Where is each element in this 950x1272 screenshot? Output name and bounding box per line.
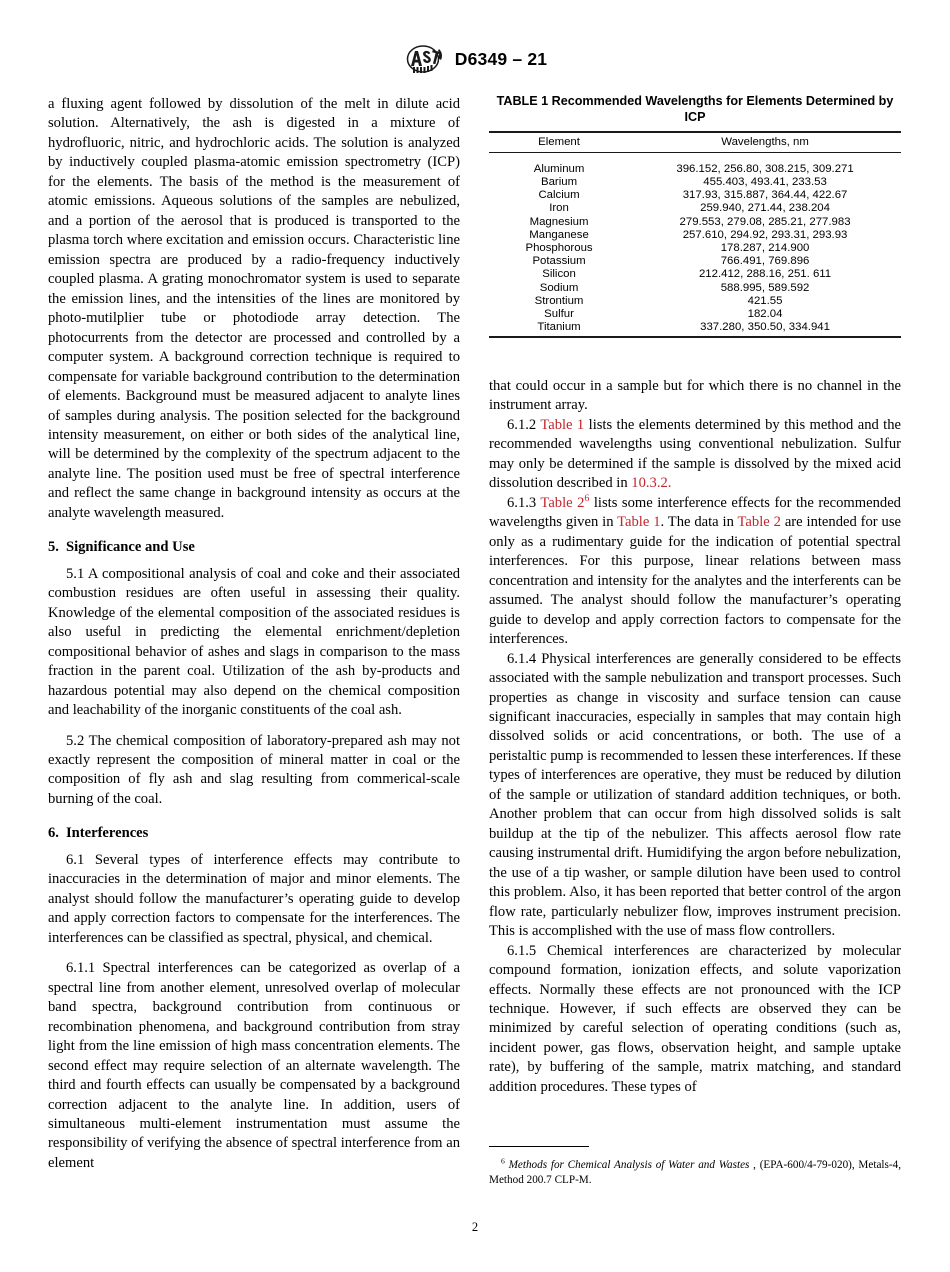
- table-row: [489, 268, 901, 281]
- table-1: [489, 131, 901, 338]
- page-header: [0, 44, 950, 74]
- section-heading-5: [48, 538, 460, 557]
- paragraph-6-1-3: [489, 494, 901, 650]
- table-row: [489, 162, 901, 175]
- table-row: [489, 228, 901, 241]
- cell-element: Potassium: [532, 255, 586, 268]
- link-section-10-3-2[interactable]: 10.3.2: [631, 475, 668, 492]
- cell-element: Phosphorous: [525, 241, 593, 254]
- paragraph-5-1: 5.1 A compositional analysis of coal and coke and their associated combustion residues are often useful in assessing their quality. Knowledge of the elemental composition of the associated residues is also useful in predicting the elemental enrichment/depletion compositional behavior of ashes and slags in comparison to the mass fraction in the parent coal. Utilization of the ash by-products and hazardous potential may also depend on the chemical composition and leachability of the inorganic constituents of the coal ash.: [48, 565, 460, 719]
- cell-wavelengths: 279.553, 279.08, 285.21, 277.983: [679, 215, 851, 228]
- paragraph-6-1-2-text-a: lists the elements determined by this method and the recommended wavelengths using conventional nebulization. Sulfur may only be determined if the sample is dissolved by the mixed acid dissolution described in: [489, 416, 902, 492]
- table-1-title: TABLE 1 Recommended Wavelengths for Elements Determined by ICP: [496, 94, 894, 125]
- astm-logo-icon: [403, 44, 445, 74]
- section-6-title: Interferences: [65, 825, 149, 842]
- table-row: [489, 215, 901, 228]
- cell-wavelengths: 259.940, 271.44, 238.204: [700, 202, 830, 215]
- table-header-row: [489, 132, 901, 153]
- cell-element: Strontium: [534, 294, 584, 307]
- footnote-marker-6-inline[interactable]: 6: [584, 492, 590, 504]
- paragraph-6-1-5: 6.1.5 Chemical interferences are characterized by molecular compound formation, ionization effects, and solute vaporization effects. Normally these effects are not pronounced with the ICP technique. However, if such effects are observed they can be minimized by careful selection of operating conditions (such as, incident power, gas flows, observation height, and sample uptake rate), by buffering of the sample, matrix matching, and standard addition procedures. These types of: [489, 942, 901, 1095]
- paragraph-6-1-4: 6.1.4 Physical interferences are generally considered to be effects associated with the sample nebulization and transport processes. Such properties as change in viscosity and surface tension can cause significant inaccuracies, especially in samples that may contain high dissolved solids or acid concentrations, or both. The use of a peristaltic pump is recommended to lessen these interferences. If these types of interferences are operative, they must be reduced by dilution of the sample or utilization of standard addition techniques, or both. Another problem that can occur from high dissolved solids is salt buildup at the tip of the nebulizer. This affects aerosol flow rate causing instrumental drift. Humidifying the argon before nebulization, the use of a tip washer, or sample dilution have been used to control this problem. Also, it has been reported that better control of the argon flow rate, particularly nebulizer flow, improves instrument precision. This is accomplished with the use of mass flow controllers.: [489, 650, 901, 940]
- cell-wavelengths: 178.287, 214.900: [720, 241, 810, 254]
- cell-wavelengths: 317.93, 315.887, 364.44, 422.67: [682, 189, 848, 202]
- section-heading-6: [48, 824, 460, 843]
- section-5-title: Significance and Use: [65, 539, 195, 556]
- cell-wavelengths: 588.995, 589.592: [720, 281, 810, 294]
- column-header-element: Element: [489, 132, 629, 153]
- paragraph-5-2: 5.2 The chemical composition of laboratory-prepared ash may not exactly represent the composition of mineral matter in coal or the composition of fly ash and slag resulting from commerical-scale burning of the coal.: [48, 732, 460, 807]
- cell-wavelengths: 455.403, 493.41, 233.53: [703, 176, 827, 188]
- paragraph-continued-right: that could occur in a sample but for which there is no channel in the instrument array.: [489, 378, 901, 414]
- table-row: [489, 281, 901, 294]
- table-row: [489, 175, 901, 188]
- cell-wavelengths: 396.152, 256.80, 308.215, 309.271: [676, 162, 854, 175]
- table-row: [489, 294, 901, 307]
- table-row: [489, 189, 901, 202]
- left-text-column: [48, 95, 460, 1173]
- link-table-2-a[interactable]: Table 2: [540, 494, 585, 511]
- cell-element: Titanium: [489, 320, 629, 337]
- cell-element: Manganese: [529, 228, 589, 241]
- footnote-block: [489, 1146, 901, 1198]
- column-header-wavelengths: Wavelengths, nm: [629, 132, 901, 153]
- paragraph-6-1-2-number: 6.1.2: [507, 416, 537, 433]
- cell-element: Barium: [540, 176, 578, 188]
- paragraph-6-1-3-number: 6.1.3: [507, 494, 537, 511]
- table-row: [489, 255, 901, 268]
- paragraph-6-1: 6.1 Several types of interference effects may contribute to inaccuracies in the determination of major and minor elements. The analyst should follow the manufacturer’s operating guide to develop and apply correction factors to compensate for the interferences. The interferences can be classified as spectral, physical, and chemical.: [48, 851, 460, 946]
- table-spacer-row: [489, 153, 901, 163]
- cell-wavelengths: 212.412, 288.16, 251. 611: [698, 268, 832, 281]
- link-table-1-a[interactable]: Table 1: [540, 416, 585, 433]
- footnote-divider: [489, 1146, 589, 1147]
- link-table-2-b[interactable]: Table 2: [737, 514, 781, 531]
- table-1-block: [489, 93, 901, 338]
- cell-element: Magnesium: [529, 215, 589, 228]
- document-designation: D6349 – 21: [454, 48, 548, 69]
- paragraph-6-1-3-text-b: . The data in: [660, 514, 734, 531]
- cell-wavelengths: 766.491, 769.896: [720, 255, 810, 268]
- table-row: [489, 202, 901, 215]
- footnote-number: 6: [501, 1156, 505, 1166]
- paragraph-6-1-3-text-c: are intended for use only as a rudimentary guide for the indication of potential spectral interferences. For this purpose, linear relations between mass concentration and intensity for the analytes and the interferents can be assumed. The analyst should follow the manufacturer’s operating guide to develop and apply correction factors to compensate for the interferences.: [489, 514, 901, 648]
- table-row: [489, 307, 901, 320]
- footnote-rest: , (EPA-600/4-79-020), Metals-4, Method 200.7 CLP-M.: [489, 1159, 901, 1186]
- page-number: 2: [471, 1220, 479, 1234]
- cell-element: Calcium: [538, 189, 580, 202]
- cell-element: Aluminum: [533, 162, 585, 175]
- cell-element: Silicon: [542, 268, 576, 281]
- section-5-number: 5.: [48, 539, 59, 556]
- paragraph-6-1-2: [489, 416, 901, 494]
- cell-element: Sodium: [539, 281, 579, 294]
- right-text-column: [489, 377, 901, 1097]
- paragraph-6-1-2-text-b: .: [667, 475, 672, 492]
- footnote-6: [489, 1158, 901, 1187]
- cell-wavelengths: 257.610, 294.92, 293.31, 293.93: [682, 228, 848, 241]
- cell-wavelengths: 182.04: [747, 307, 783, 320]
- section-6-number: 6.: [48, 825, 59, 842]
- table-row: [489, 241, 901, 254]
- cell-element: Iron: [549, 202, 569, 215]
- cell-element: Sulfur: [544, 307, 574, 320]
- footnote-title: Methods for Chemical Analysis of Water and Wastes: [508, 1159, 750, 1172]
- link-table-1-b[interactable]: Table 1: [617, 514, 661, 531]
- table-row: [489, 320, 901, 337]
- cell-wavelengths: 337.280, 350.50, 334.941: [629, 320, 901, 337]
- paragraph-6-1-3-text-a: lists some interference effects for the recommended wavelengths given in: [489, 494, 901, 531]
- cell-wavelengths: 421.55: [747, 294, 783, 307]
- paragraph-continued: a fluxing agent followed by dissolution of the melt in dilute acid solution. Alternatively, the ash is digested in a mixture of hydrofluoric, nitric, and hydrochloric acids. The solution is analyzed by inductively coupled plasma-atomic emission spectrometry (ICP) for the elements. The basis of the method is the measurement of atomic emissions. Aqueous solutions of the samples are nebulized, and a portion of the aerosol that is produced is transported to the plasma torch where excitation and emission occurs. Characteristic line emission spectra are produced by a radio-frequency inductively coupled plasma. A grating monochromator system is used to separate the emission lines, and the intensities of the lines are monitored by photo-mutilplier tube or photodiode array detection. The photocurrents from the detector are processed and controlled by a computer system. A background correction technique is required to compensate for variable background contribution to the determination of elements. Background must be measured adjacent to analyte lines of samples during analysis. The position selected for the background intensity measurement, on either or both sides of the analytical line, will be determined by the complexity of the spectrum adjacent to the analyte line. The position used must be free of spectral interference and reflect the same change in background intensity as occurs at the analyte wavelength measured.: [48, 96, 460, 521]
- paragraph-6-1-1: 6.1.1 Spectral interferences can be categorized as overlap of a spectral line from another element, unresolved overlap of molecular band spectra, background contribution from continuous or recombination phenomena, and background contribution from stray light from the line emission of high mass concentration elements. The second effect may require selection of an alternate wavelength. The third and fourth effects can usually be compensated by a background correction adjacent to the analyte line. In addition, users of simultaneous multi-element instrumentation must assume the responsibility of verifying the absence of spectral interference from an element: [48, 960, 460, 1171]
